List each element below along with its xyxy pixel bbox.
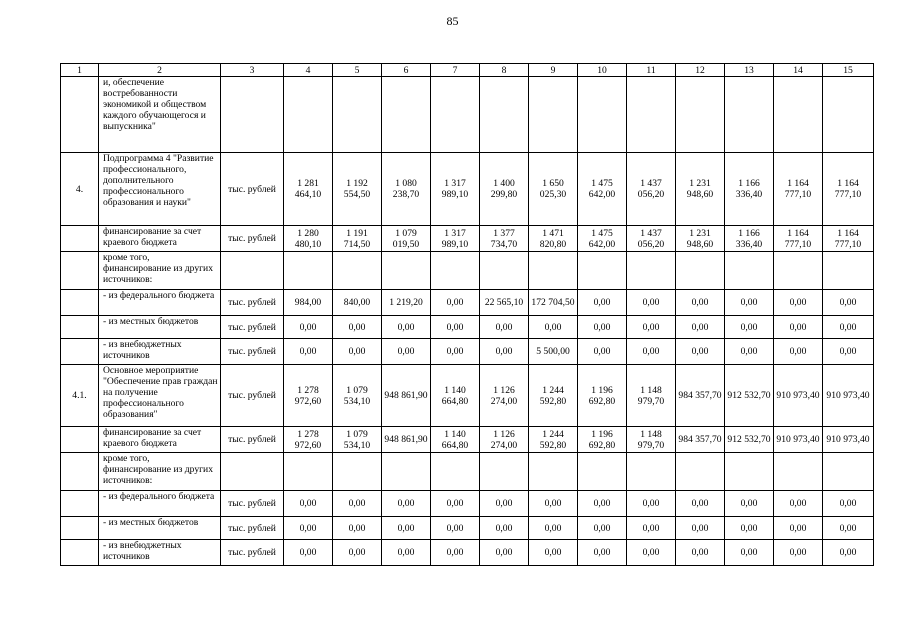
value-cell: 172 704,50 (529, 290, 578, 316)
value-cell: 0,00 (431, 491, 480, 517)
value-cell: 0,00 (823, 316, 874, 339)
value-cell: 0,00 (480, 491, 529, 517)
value-cell (333, 77, 382, 153)
value-cell (480, 453, 529, 491)
value-cell (431, 77, 480, 153)
row-description: кроме того, финансирование из других источников: (99, 252, 221, 290)
value-cell: 948 861,90 (382, 365, 431, 427)
value-cell: 0,00 (725, 339, 774, 365)
row-number (61, 252, 99, 290)
value-cell: 0,00 (627, 491, 676, 517)
value-cell: 0,00 (333, 491, 382, 517)
value-cell: 5 500,00 (529, 339, 578, 365)
unit-cell: тыс. рублей (221, 491, 284, 517)
value-cell (529, 453, 578, 491)
unit-cell: тыс. рублей (221, 153, 284, 226)
value-cell: 0,00 (627, 339, 676, 365)
value-cell: 1 164 777,10 (823, 226, 874, 252)
value-cell (676, 252, 725, 290)
row-description: - из внебюджетных источников (99, 540, 221, 566)
value-cell: 1 164 777,10 (774, 153, 823, 226)
value-cell (725, 453, 774, 491)
value-cell: 0,00 (725, 290, 774, 316)
value-cell: 0,00 (578, 491, 627, 517)
value-cell: 1 166 336,40 (725, 153, 774, 226)
value-cell (627, 77, 676, 153)
row-description: кроме того, финансирование из других источников: (99, 453, 221, 491)
column-number: 6 (382, 64, 431, 77)
value-cell: 0,00 (823, 290, 874, 316)
table-row (61, 427, 874, 453)
row-description: - из местных бюджетов (99, 517, 221, 540)
value-cell: 1 377 734,70 (480, 226, 529, 252)
value-cell: 0,00 (480, 540, 529, 566)
value-cell: 0,00 (676, 339, 725, 365)
value-cell: 0,00 (725, 491, 774, 517)
value-cell: 1 126 274,00 (480, 427, 529, 453)
unit-cell: тыс. рублей (221, 540, 284, 566)
row-description: и, обеспечение востребованности экономикой и обществом каждого обучающегося и выпускника" (99, 77, 221, 153)
value-cell: 1 278 972,60 (284, 365, 333, 427)
unit-cell: тыс. рублей (221, 316, 284, 339)
value-cell: 910 973,40 (823, 365, 874, 427)
value-cell: 0,00 (480, 517, 529, 540)
value-cell: 0,00 (480, 316, 529, 339)
unit-cell (221, 453, 284, 491)
table-row (61, 77, 874, 153)
row-description: - из внебюджетных источников (99, 339, 221, 365)
value-cell: 1 437 056,20 (627, 226, 676, 252)
value-cell: 1 191 714,50 (333, 226, 382, 252)
value-cell (578, 453, 627, 491)
row-number (61, 517, 99, 540)
value-cell: 1 475 642,00 (578, 226, 627, 252)
value-cell (480, 77, 529, 153)
value-cell: 0,00 (823, 540, 874, 566)
value-cell: 912 532,70 (725, 365, 774, 427)
row-description: финансирование за счет краевого бюджета (99, 427, 221, 453)
value-cell (578, 252, 627, 290)
value-cell: 1 196 692,80 (578, 365, 627, 427)
value-cell: 1 140 664,80 (431, 427, 480, 453)
value-cell (627, 252, 676, 290)
value-cell: 1 231 948,60 (676, 226, 725, 252)
column-number: 9 (529, 64, 578, 77)
value-cell (774, 453, 823, 491)
column-number-row (61, 64, 874, 77)
value-cell: 0,00 (676, 290, 725, 316)
row-description: Подпрограмма 4 "Развитие профессионального, дополнительного профессионального образования и науки" (99, 153, 221, 226)
value-cell: 1 437 056,20 (627, 153, 676, 226)
row-number (61, 226, 99, 252)
table-row (61, 491, 874, 517)
value-cell: 1 166 336,40 (725, 226, 774, 252)
value-cell: 0,00 (333, 540, 382, 566)
unit-cell: тыс. рублей (221, 365, 284, 427)
value-cell: 0,00 (578, 339, 627, 365)
value-cell: 1 400 299,80 (480, 153, 529, 226)
column-number: 11 (627, 64, 676, 77)
value-cell (333, 453, 382, 491)
row-number: 4. (61, 153, 99, 226)
value-cell: 1 164 777,10 (774, 226, 823, 252)
value-cell: 0,00 (725, 517, 774, 540)
value-cell: 0,00 (333, 517, 382, 540)
value-cell: 910 973,40 (823, 427, 874, 453)
value-cell: 0,00 (578, 517, 627, 540)
row-number (61, 339, 99, 365)
value-cell: 0,00 (774, 517, 823, 540)
row-number (61, 77, 99, 153)
value-cell (382, 77, 431, 153)
column-number: 8 (480, 64, 529, 77)
value-cell: 0,00 (333, 339, 382, 365)
value-cell: 0,00 (382, 540, 431, 566)
column-number: 4 (284, 64, 333, 77)
value-cell: 0,00 (774, 339, 823, 365)
table-row (61, 316, 874, 339)
value-cell: 0,00 (431, 540, 480, 566)
value-cell: 0,00 (382, 316, 431, 339)
unit-cell: тыс. рублей (221, 226, 284, 252)
value-cell: 0,00 (382, 517, 431, 540)
value-cell: 1 317 989,10 (431, 226, 480, 252)
row-description: - из местных бюджетов (99, 316, 221, 339)
row-number (61, 290, 99, 316)
value-cell: 0,00 (676, 517, 725, 540)
value-cell: 0,00 (284, 491, 333, 517)
value-cell: 0,00 (774, 540, 823, 566)
value-cell: 0,00 (284, 540, 333, 566)
value-cell: 1 080 238,70 (382, 153, 431, 226)
column-number: 12 (676, 64, 725, 77)
row-description: Основное мероприятие "Обеспечение прав граждан на получение профессионального образования" (99, 365, 221, 427)
unit-cell: тыс. рублей (221, 290, 284, 316)
value-cell: 0,00 (627, 517, 676, 540)
value-cell (774, 77, 823, 153)
value-cell: 0,00 (480, 339, 529, 365)
value-cell: 0,00 (578, 290, 627, 316)
value-cell: 1 244 592,80 (529, 427, 578, 453)
value-cell (529, 77, 578, 153)
value-cell: 1 317 989,10 (431, 153, 480, 226)
value-cell: 1 140 664,80 (431, 365, 480, 427)
value-cell (725, 77, 774, 153)
column-number: 10 (578, 64, 627, 77)
table-row (61, 339, 874, 365)
budget-table (60, 63, 874, 566)
value-cell: 1 196 692,80 (578, 427, 627, 453)
table-row (61, 153, 874, 226)
row-number (61, 316, 99, 339)
value-cell (284, 453, 333, 491)
value-cell: 0,00 (627, 540, 676, 566)
column-number: 1 (61, 64, 99, 77)
value-cell: 0,00 (529, 517, 578, 540)
row-description: - из федерального бюджета (99, 290, 221, 316)
value-cell: 22 565,10 (480, 290, 529, 316)
row-number (61, 427, 99, 453)
value-cell (774, 252, 823, 290)
value-cell (725, 252, 774, 290)
column-number: 3 (221, 64, 284, 77)
value-cell: 0,00 (284, 339, 333, 365)
value-cell: 0,00 (676, 540, 725, 566)
value-cell (284, 252, 333, 290)
value-cell: 1 148 979,70 (627, 365, 676, 427)
value-cell (333, 252, 382, 290)
value-cell: 0,00 (529, 316, 578, 339)
page-number: 85 (446, 14, 459, 28)
value-cell (480, 252, 529, 290)
value-cell: 1 079 019,50 (382, 226, 431, 252)
value-cell: 0,00 (431, 339, 480, 365)
value-cell: 984 357,70 (676, 427, 725, 453)
unit-cell: тыс. рублей (221, 339, 284, 365)
value-cell: 0,00 (823, 491, 874, 517)
value-cell (431, 252, 480, 290)
value-cell: 0,00 (725, 316, 774, 339)
value-cell: 0,00 (823, 517, 874, 540)
value-cell: 0,00 (578, 316, 627, 339)
value-cell: 0,00 (676, 491, 725, 517)
row-number (61, 491, 99, 517)
table-row (61, 365, 874, 427)
table-row (61, 540, 874, 566)
value-cell: 0,00 (284, 517, 333, 540)
table-row (61, 290, 874, 316)
value-cell: 0,00 (578, 540, 627, 566)
value-cell: 1 650 025,30 (529, 153, 578, 226)
value-cell: 0,00 (431, 517, 480, 540)
value-cell (627, 453, 676, 491)
unit-cell: тыс. рублей (221, 517, 284, 540)
value-cell: 0,00 (627, 316, 676, 339)
value-cell (823, 77, 874, 153)
value-cell (823, 453, 874, 491)
column-number: 15 (823, 64, 874, 77)
value-cell: 0,00 (774, 316, 823, 339)
budget-table-body (61, 64, 874, 566)
value-cell: 0,00 (431, 290, 480, 316)
value-cell: 0,00 (529, 540, 578, 566)
value-cell: 984,00 (284, 290, 333, 316)
column-number: 7 (431, 64, 480, 77)
value-cell: 1 471 820,80 (529, 226, 578, 252)
column-number: 14 (774, 64, 823, 77)
value-cell: 0,00 (431, 316, 480, 339)
value-cell: 0,00 (627, 290, 676, 316)
value-cell: 1 079 534,10 (333, 365, 382, 427)
table-row (61, 252, 874, 290)
value-cell: 1 231 948,60 (676, 153, 725, 226)
value-cell: 1 126 274,00 (480, 365, 529, 427)
value-cell: 1 164 777,10 (823, 153, 874, 226)
value-cell: 0,00 (284, 316, 333, 339)
value-cell (284, 77, 333, 153)
value-cell: 1 192 554,50 (333, 153, 382, 226)
value-cell: 0,00 (382, 339, 431, 365)
table-row (61, 453, 874, 491)
value-cell: 0,00 (529, 491, 578, 517)
table-row (61, 226, 874, 252)
value-cell: 1 148 979,70 (627, 427, 676, 453)
value-cell: 1 278 972,60 (284, 427, 333, 453)
value-cell (676, 453, 725, 491)
unit-cell (221, 77, 284, 153)
value-cell: 0,00 (333, 316, 382, 339)
value-cell: 1 219,20 (382, 290, 431, 316)
value-cell (431, 453, 480, 491)
value-cell: 1 079 534,10 (333, 427, 382, 453)
value-cell: 910 973,40 (774, 427, 823, 453)
column-number: 13 (725, 64, 774, 77)
value-cell: 0,00 (774, 491, 823, 517)
value-cell: 0,00 (774, 290, 823, 316)
value-cell (578, 77, 627, 153)
value-cell: 1 475 642,00 (578, 153, 627, 226)
unit-cell (221, 252, 284, 290)
value-cell: 1 280 480,10 (284, 226, 333, 252)
row-number (61, 540, 99, 566)
value-cell: 1 281 464,10 (284, 153, 333, 226)
value-cell: 0,00 (382, 491, 431, 517)
value-cell: 910 973,40 (774, 365, 823, 427)
value-cell: 1 244 592,80 (529, 365, 578, 427)
value-cell (382, 252, 431, 290)
row-description: - из федерального бюджета (99, 491, 221, 517)
value-cell: 0,00 (823, 339, 874, 365)
row-number: 4.1. (61, 365, 99, 427)
row-number (61, 453, 99, 491)
value-cell: 912 532,70 (725, 427, 774, 453)
column-number: 2 (99, 64, 221, 77)
value-cell: 0,00 (676, 316, 725, 339)
value-cell (529, 252, 578, 290)
unit-cell: тыс. рублей (221, 427, 284, 453)
value-cell: 948 861,90 (382, 427, 431, 453)
value-cell (823, 252, 874, 290)
value-cell: 0,00 (725, 540, 774, 566)
row-description: финансирование за счет краевого бюджета (99, 226, 221, 252)
column-number: 5 (333, 64, 382, 77)
value-cell (676, 77, 725, 153)
value-cell: 984 357,70 (676, 365, 725, 427)
table-row (61, 517, 874, 540)
value-cell (382, 453, 431, 491)
value-cell: 840,00 (333, 290, 382, 316)
